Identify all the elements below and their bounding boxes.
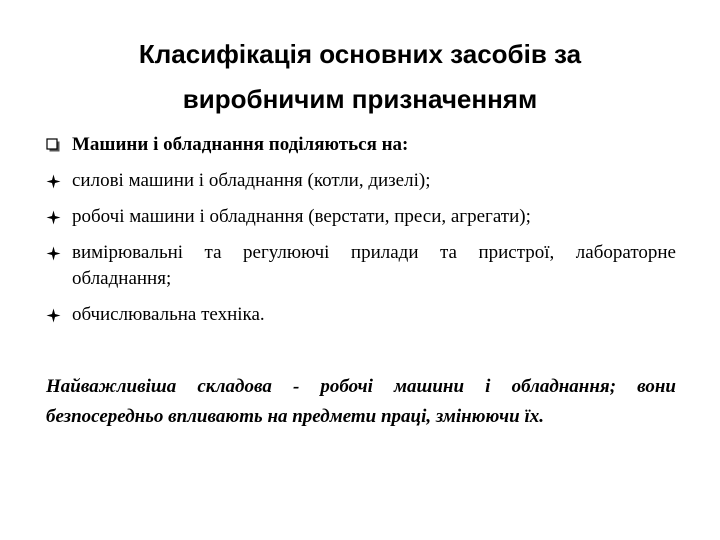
slide-title (40, 32, 680, 122)
list-heading-text: Машини і обладнання поділяються на: (72, 134, 409, 155)
list-heading-item (46, 132, 676, 158)
slide-title-line-1: Класифікація основних засобів за (138, 39, 582, 69)
diamond-bullet-icon (46, 210, 61, 225)
diamond-bullet-icon (46, 174, 61, 189)
list-item (46, 168, 676, 194)
conclusion-text: Найважливіша складова - робочі машини і обладнання; вони безпосередньо впливають на предмети праці, змінюючи їх. (46, 376, 676, 427)
list-item-text: обчислювальна техніка. (72, 304, 265, 325)
diamond-bullet-icon (46, 308, 61, 323)
hollow-square-bullet-icon (46, 138, 61, 153)
list-item-text: вимірювальні та регулюючі прилади та пристрої, лабораторне обладнання; (72, 242, 676, 289)
bullet-list (46, 132, 676, 338)
list-item-text: силові машини і обладнання (котли, дизелі); (72, 170, 431, 191)
list-item-text: робочі машини і обладнання (верстати, преси, агрегати); (72, 206, 531, 227)
list-item (46, 204, 676, 230)
list-item (46, 240, 676, 292)
diamond-bullet-icon (46, 246, 61, 261)
slide-title-line-2: виробничим призначенням (182, 84, 538, 114)
list-item (46, 302, 676, 328)
